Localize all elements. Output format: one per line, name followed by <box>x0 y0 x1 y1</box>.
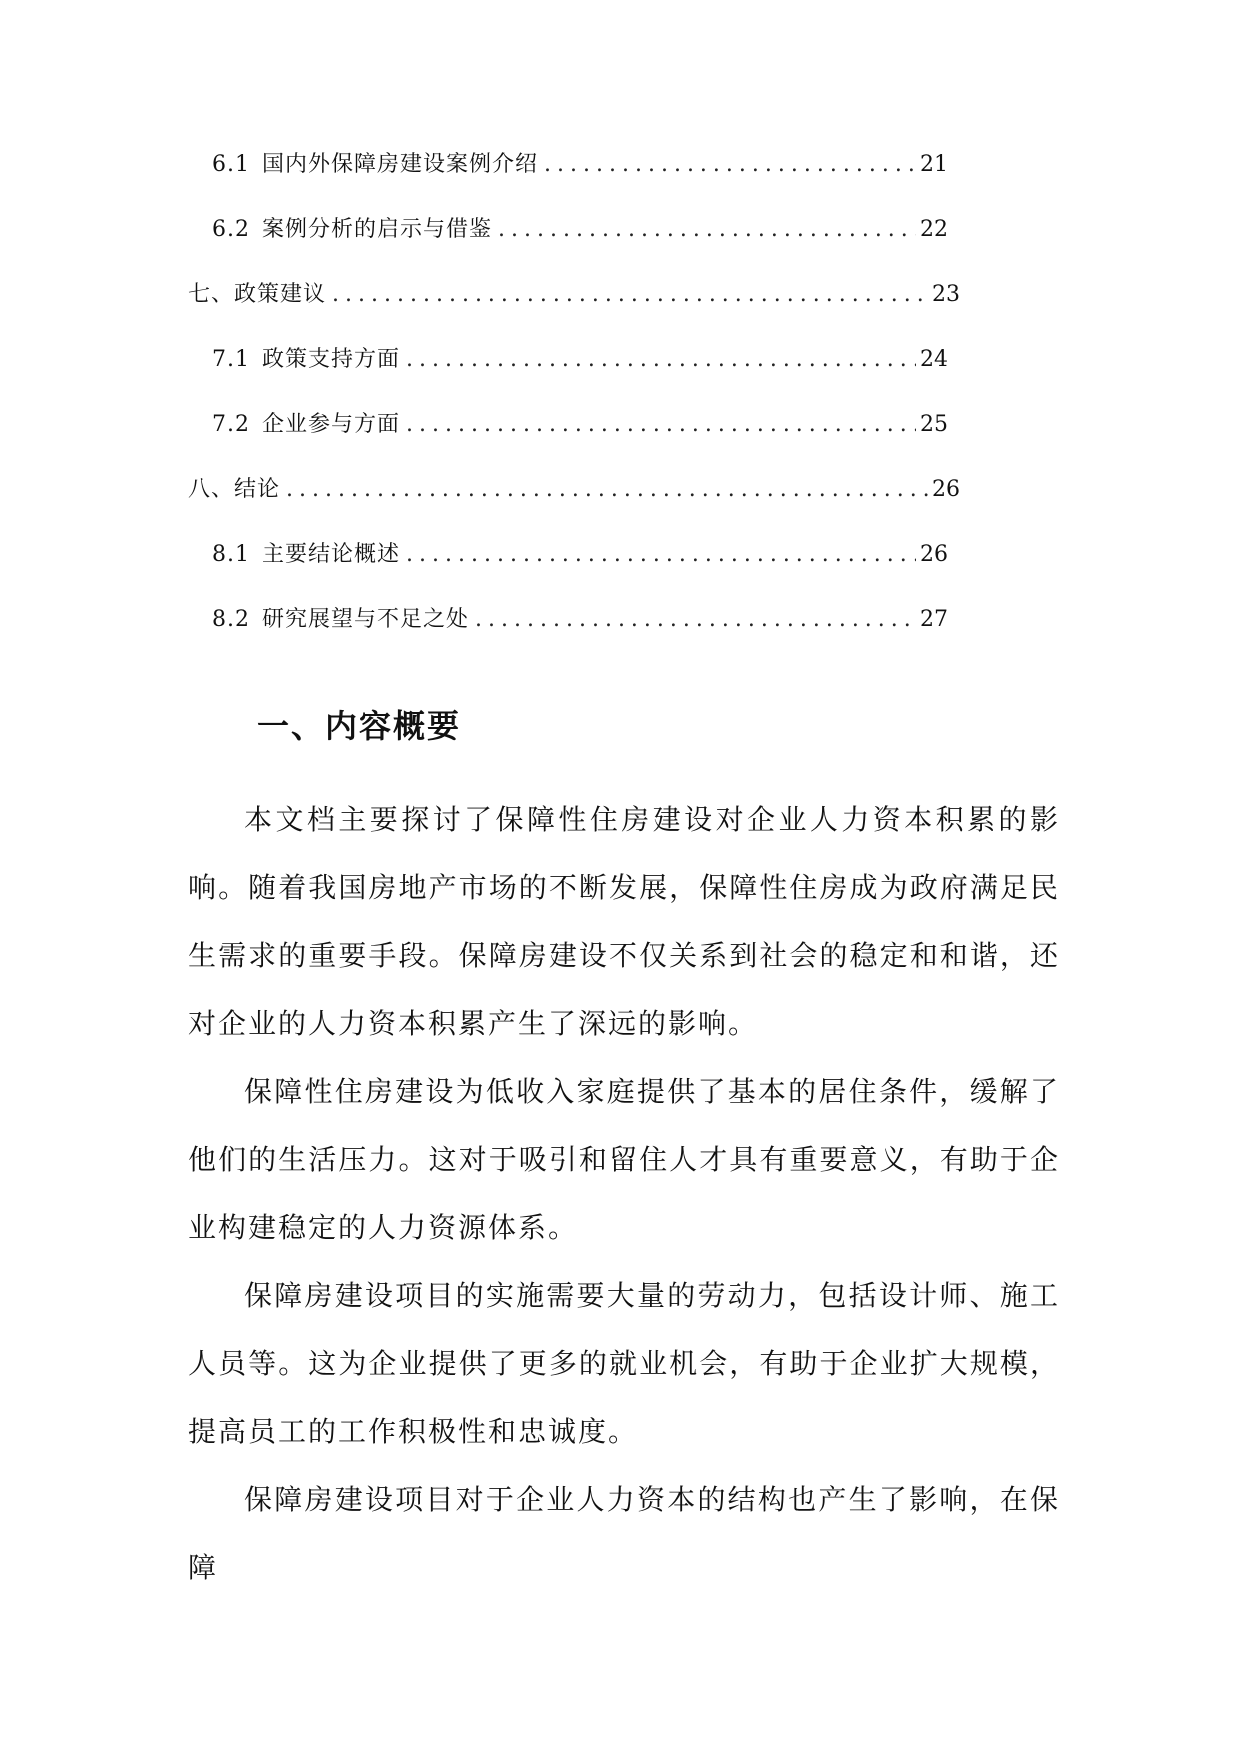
toc-dot-leader <box>406 535 916 575</box>
toc-entry-6-1[interactable] <box>212 145 948 185</box>
section-heading: 一、内容概要 <box>257 707 462 745</box>
paragraph: 本文档主要探讨了保障性住房建设对企业人力资本积累的影响。随着我国房地产市场的不断发展，保障性住房成为政府满足民生需求的重要手段。保障房建设不仅关系到社会的稳定和和谐，还对企业的人力资本积累产生了深远的影响。 <box>188 803 1060 1040</box>
section-body <box>188 786 1060 1602</box>
toc-page-number: 26 <box>932 477 960 502</box>
toc-entry-chapter-7[interactable] <box>188 275 960 315</box>
toc-page-number: 21 <box>920 152 948 177</box>
toc-entry-8-1[interactable] <box>212 535 948 575</box>
toc-entry-number: 8.2 <box>212 607 250 632</box>
toc-page-number: 24 <box>920 347 948 372</box>
paragraph: 保障房建设项目的实施需要大量的劳动力，包括设计师、施工人员等。这为企业提供了更多的就业机会，有助于企业扩大规模，提高员工的工作积极性和忠诚度。 <box>188 1279 1060 1448</box>
toc-dot-leader <box>475 600 916 640</box>
toc-entry-number: 8.1 <box>212 542 250 567</box>
toc-entry-title: 七、政策建议 <box>188 282 327 307</box>
paragraph: 保障房建设项目对于企业人力资本的结构也产生了影响，在保障 <box>188 1483 1060 1584</box>
toc-page-number: 22 <box>920 217 948 242</box>
toc-dot-leader <box>406 405 916 445</box>
toc-page-number: 25 <box>920 412 948 437</box>
toc-entry-title: 政策支持方面 <box>262 347 401 372</box>
toc-entry-number: 7.1 <box>212 347 250 372</box>
toc-entry-title: 国内外保障房建设案例介绍 <box>262 152 539 177</box>
toc-dot-leader <box>286 470 928 510</box>
toc-entry-title: 研究展望与不足之处 <box>262 607 470 632</box>
toc-page-number: 23 <box>932 282 960 307</box>
toc-dot-leader <box>544 145 916 185</box>
toc-entry-title: 八、结论 <box>188 477 281 502</box>
paragraph: 保障性住房建设为低收入家庭提供了基本的居住条件，缓解了他们的生活压力。这对于吸引和留住人才具有重要意义，有助于企业构建稳定的人力资源体系。 <box>188 1075 1060 1244</box>
toc-entry-title: 企业参与方面 <box>262 412 401 437</box>
toc-page-number: 27 <box>920 607 948 632</box>
toc-entry-7-2[interactable] <box>212 405 948 445</box>
toc-entry-chapter-8[interactable] <box>188 470 960 510</box>
toc-entry-title: 主要结论概述 <box>262 542 401 567</box>
toc-entry-6-2[interactable] <box>212 210 948 250</box>
toc-dot-leader <box>406 340 916 380</box>
toc-entry-number: 7.2 <box>212 412 250 437</box>
toc-entry-number: 6.2 <box>212 217 250 242</box>
toc-entry-number: 6.1 <box>212 152 250 177</box>
toc-entry-8-2[interactable] <box>212 600 948 640</box>
toc-dot-leader <box>498 210 916 250</box>
toc-page-number: 26 <box>920 542 948 567</box>
toc-dot-leader <box>332 275 928 315</box>
toc-entry-7-1[interactable] <box>212 340 948 380</box>
toc-entry-title: 案例分析的启示与借鉴 <box>262 217 493 242</box>
